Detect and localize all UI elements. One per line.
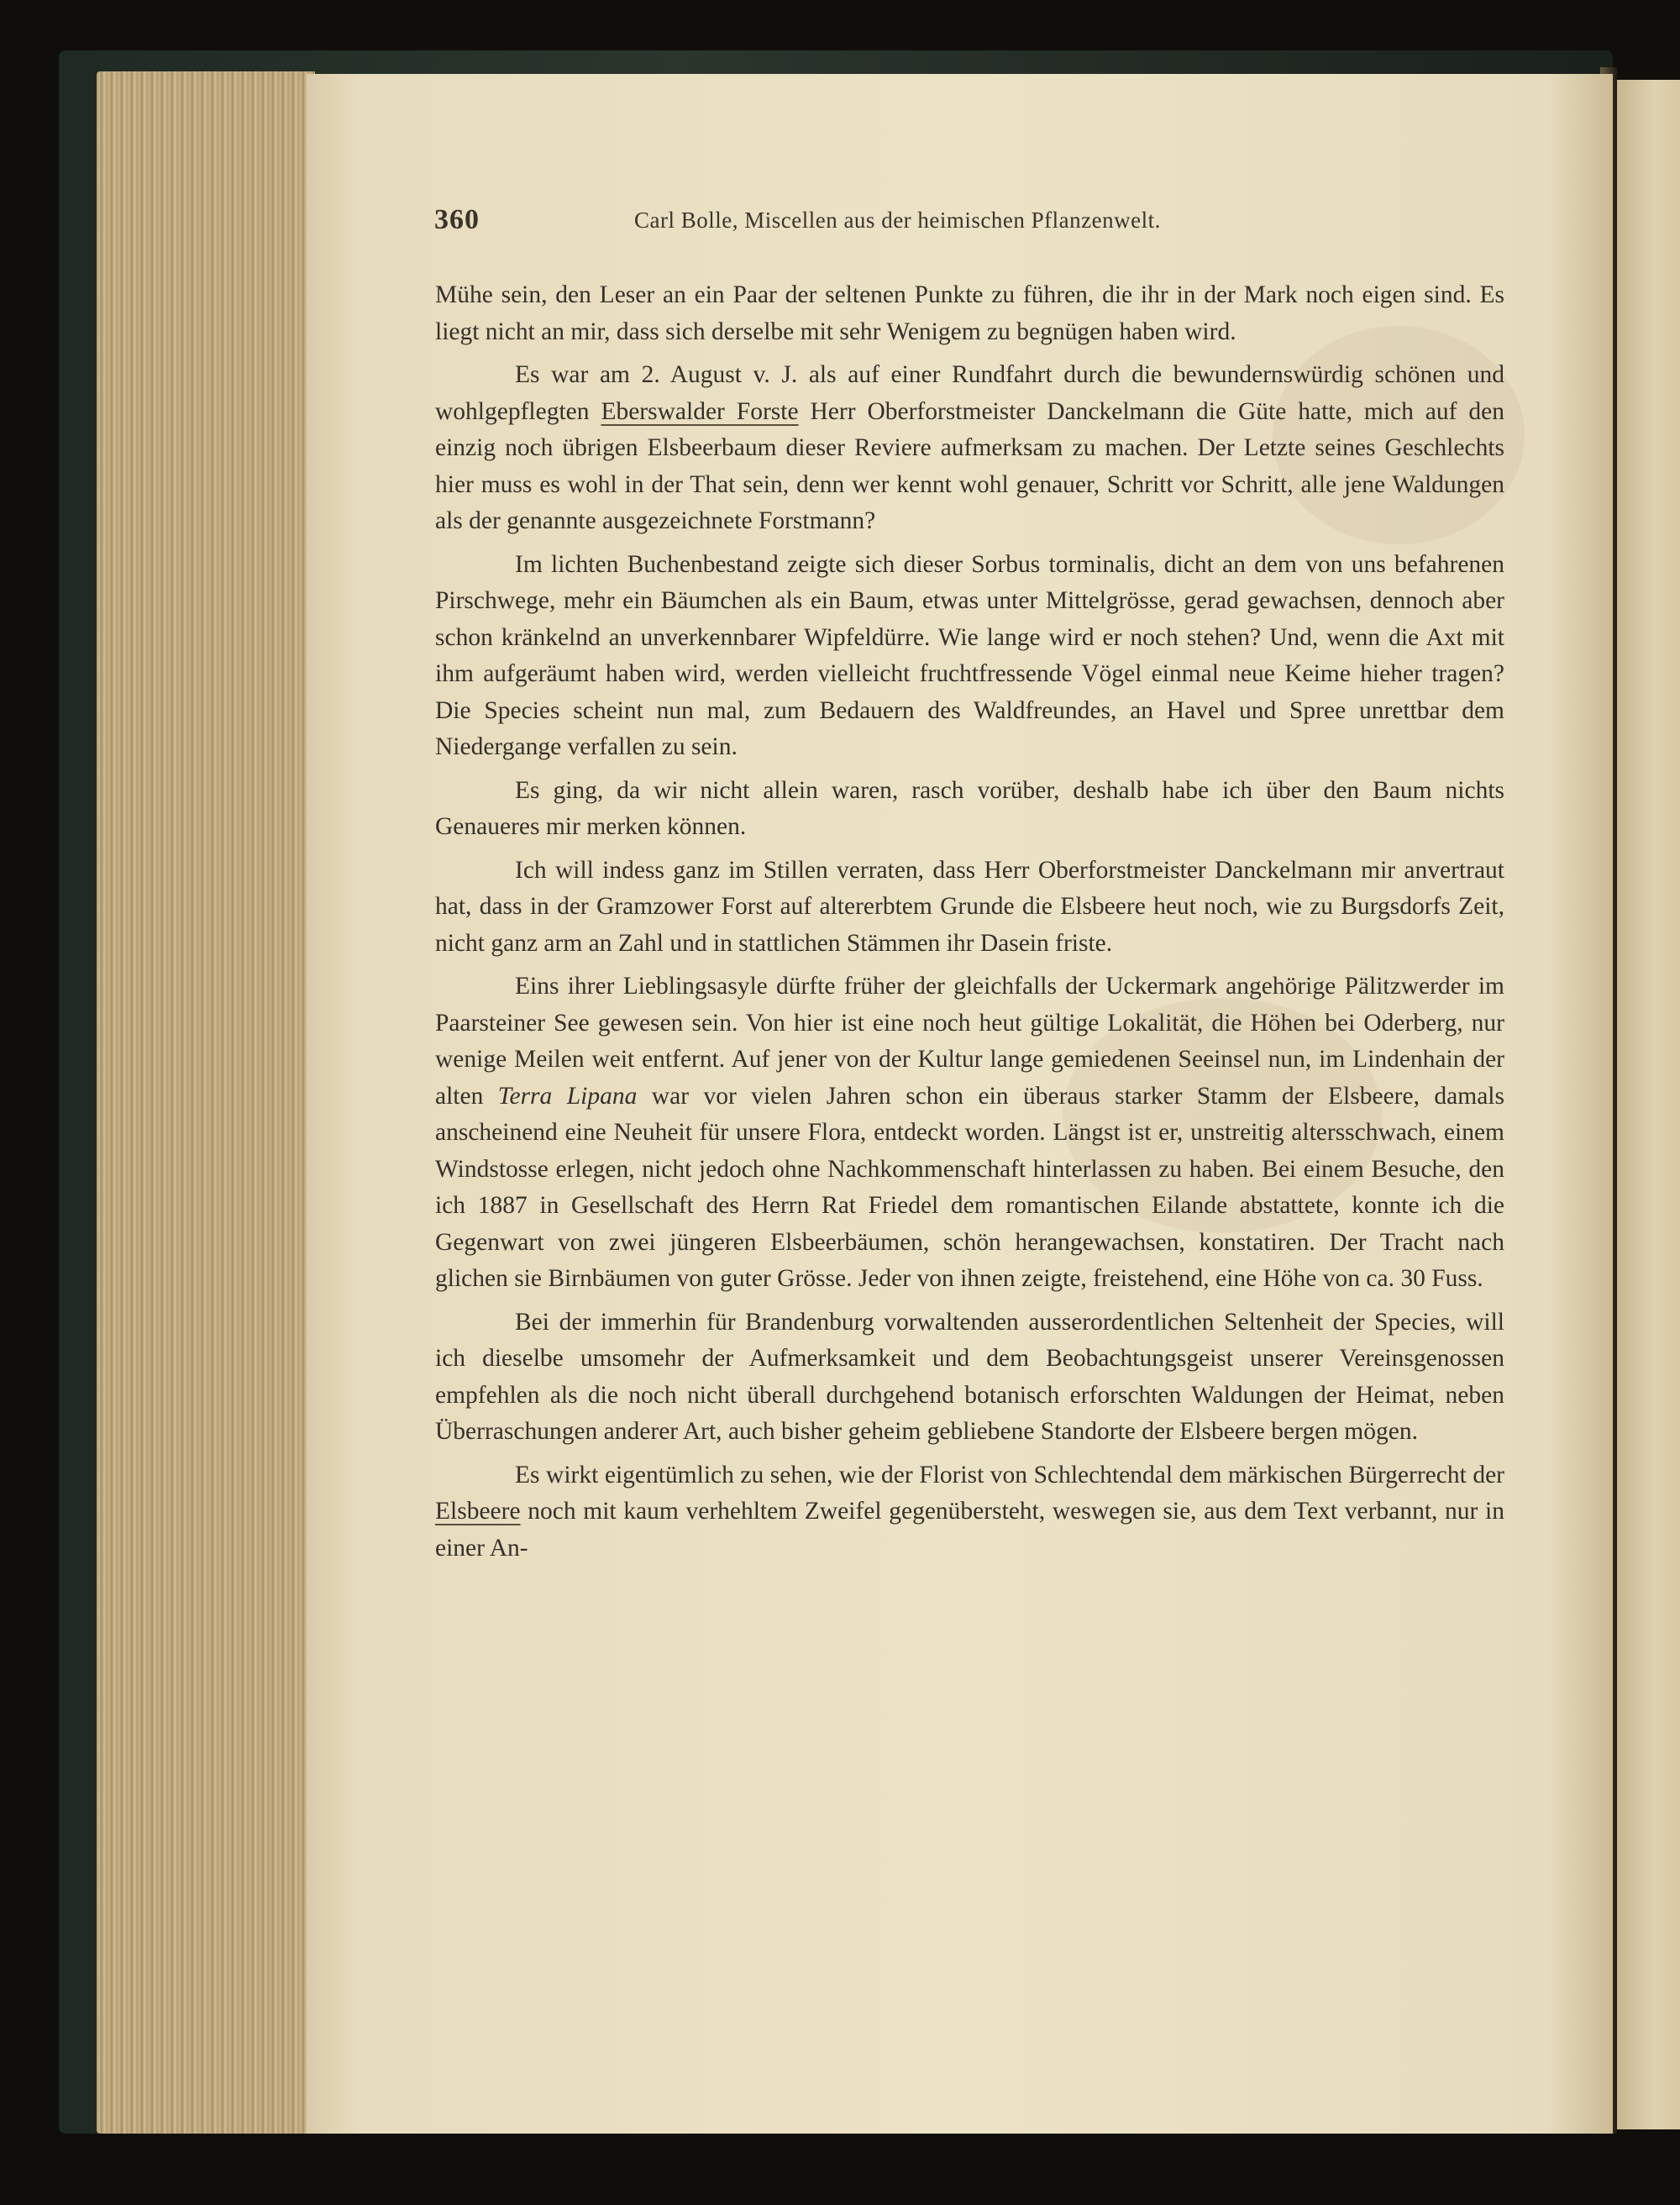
paragraph-text: war vor vielen Jahren schon ein überaus starker Stamm der Elsbeere, damals anscheinend eine Neuheit für unsere Flora, entdeckt worden. Längst ist er, unstreitig altersschwach, einem Windstosse erlegen, nicht jedoch ohne Nachkommenschaft hinterlassen zu haben. Bei einem Besuche, den ich 1887 in Gesellschaft des Herrn Rat Friedel dem romantischen Eilande abstattete, konnte ich die Gegenwart von zwei jüngeren Elsbeerbäumen, schön herangewachsen, konstatiren. Der Tracht nach glichen sie Birnbäumen von guter Grösse. Jeder von ihnen zeigte, freistehend, eine Höhe von ca. 30 Fuss. — [435, 1082, 1504, 1292]
paragraph-text: Im lichten Buchenbestand zeigte sich dieser Sorbus torminalis, dicht an dem von uns befahrenen Pirschwege, mehr ein Bäumchen als ein Baum, etwas unter Mittelgrösse, gerad gewachsen, dennoch aber schon kränkelnd an unverkennbarer Wipfeldürre. Wie lange wird er noch stehen? Und, wenn die Axt mit ihm aufgeräumt haben wird, werden vielleicht fruchtfressende Vögel einmal neue Keime hieher tragen? Die Species scheint nun mal, zum Bedauern des Waldfreundes, an Havel und Spree unrettbar dem Niedergange verfallen zu sein. — [435, 550, 1504, 760]
underlined-phrase: Eberswalder Forste — [601, 397, 799, 425]
page-header — [434, 204, 1509, 238]
paragraph — [435, 1305, 1504, 1451]
page-number: 360 — [434, 204, 480, 235]
paragraph-text: Herr Oberforstmeister Danckelmann die Güte hatte, mich auf den einzig noch übrigen Elsbeerbaum dieser Reviere aufmerksam zu machen. Der Letzte seines Geschlechts hier muss es wohl in der That sein, denn wer kennt wohl genauer, Schritt vor Schritt, alle jene Waldungen als der genannte ausgezeichnete Forstmann? — [435, 397, 1504, 534]
italic-term: Terra Lipana — [497, 1082, 638, 1110]
paragraph-text: Ich will indess ganz im Stillen verraten, dass Herr Oberforstmeister Danckelmann mir anvertraut hat, dass in der Gramzower Forst auf altererbtem Grunde die Elsbeere heut noch, wie zu Burgsdorfs Zeit, nicht ganz arm an Zahl und in stattlichen Stämmen ihr Dasein friste. — [435, 856, 1504, 957]
paragraph-text: noch mit kaum verhehltem Zweifel gegenübersteht, weswegen sie, aus dem Text verbannt, nur in einer An- — [435, 1498, 1504, 1562]
paragraph — [435, 277, 1504, 350]
paragraph — [435, 357, 1504, 540]
paragraph — [435, 969, 1504, 1298]
paragraph — [435, 773, 1504, 846]
paragraph-text: Eins ihrer Lieblingsasyle dürfte früher der gleichfalls der Uckermark angehörige Pälitzwerder im Paarsteiner See gewesen sein. Von hier ist eine noch heut gültige Lokalität, die Höhen bei Oderberg, nur wenige Meilen weit entfernt. Auf jener von der Kultur lange gemiedenen Seeinsel nun, im Lindenhain der alten — [435, 973, 1504, 1110]
paragraph-text: Es ging, da wir nicht allein waren, rasch vorüber, deshalb habe ich über den Baum nichts Genaueres mir merken können. — [435, 776, 1504, 840]
paragraph-text: Mühe sein, den Leser an ein Paar der seltenen Punkte zu führen, die ihr in der Mark noch eigen sind. Es liegt nicht an mir, dass sich derselbe mit sehr Wenigem zu begnügen haben wird. — [435, 281, 1504, 345]
page-edges — [97, 71, 315, 2134]
facing-page-edge — [1617, 80, 1680, 2129]
paragraph — [435, 853, 1504, 963]
paragraph-text: Bei der immerhin für Brandenburg vorwaltenden ausserordentlichen Seltenheit der Species, will ich dieselbe umsomehr der Aufmerksamkeit und dem Beobachtungsgeist unserer Vereinsgenossen empfehlen als die noch nicht überall durchgehend botanisch erforschten Waldungen der Heimat, neben Überraschungen anderer Art, auch bisher geheim gebliebene Standorte der Elsbeere bergen mögen. — [435, 1308, 1504, 1445]
paragraph-text: Es war am 2. August v. J. als auf einer Rundfahrt durch die bewundernswürdig schönen und wohlgepflegten — [435, 361, 1504, 425]
paragraph-text: Es wirkt eigentümlich zu sehen, wie der Florist von Schlechtendal dem märkischen Bürgerrecht der — [515, 1461, 1504, 1488]
paragraph — [435, 1457, 1504, 1567]
paragraph — [435, 547, 1504, 766]
underlined-word: Elsbeere — [435, 1498, 521, 1525]
running-title: Carl Bolle, Miscellen aus der heimischen Pflanzenwelt. — [634, 207, 1161, 233]
page-body — [435, 277, 1504, 1573]
